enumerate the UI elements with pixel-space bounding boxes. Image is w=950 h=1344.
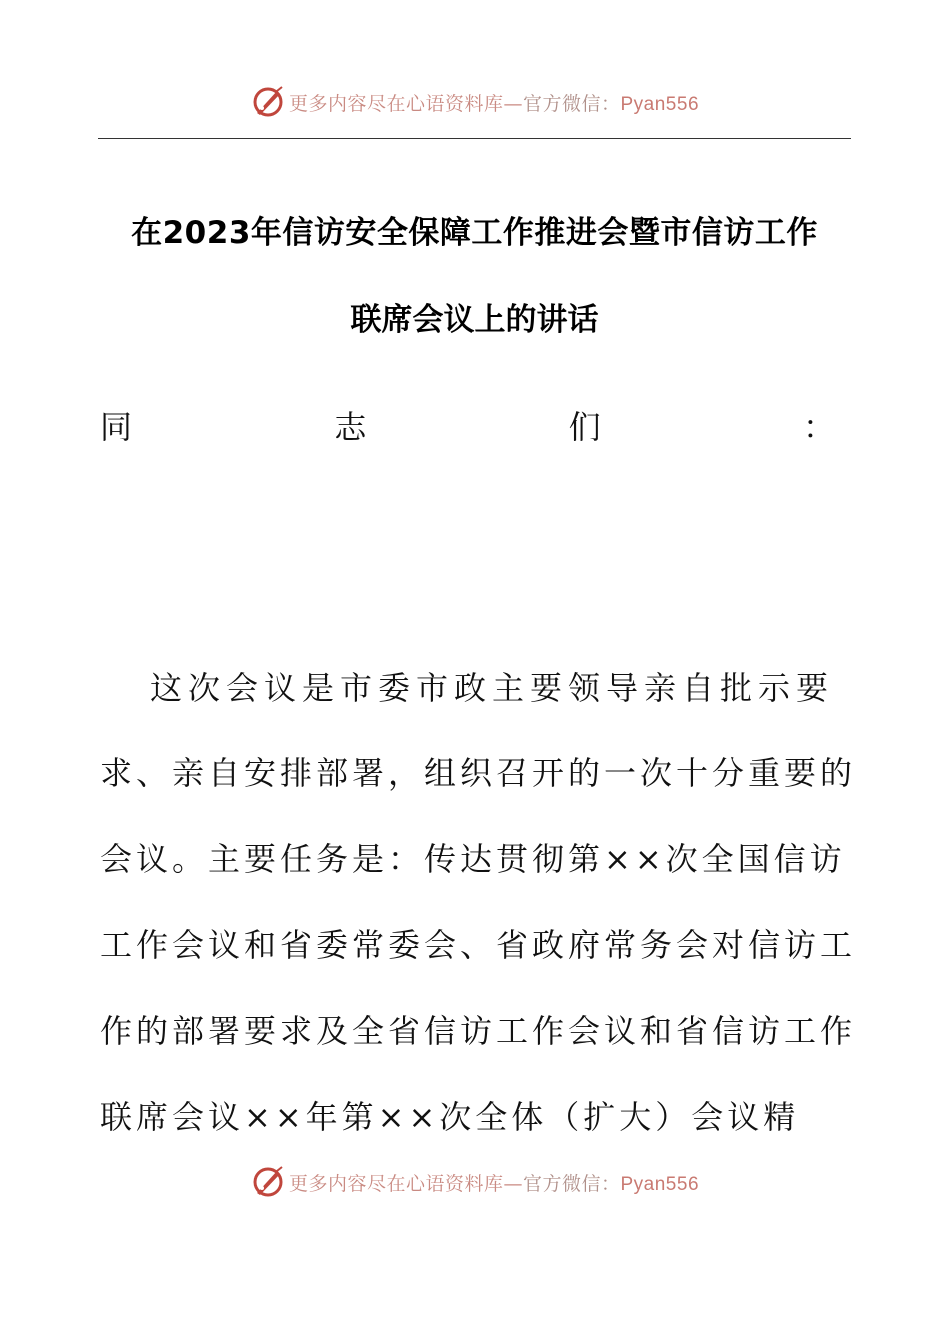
header-divider [98, 138, 851, 139]
salutation [100, 402, 835, 448]
paragraph-line: 工作会议和省委常委会、省政府常务会对信访工 [100, 926, 857, 964]
banner-text: 更多内容尽在心语资料库—官方微信：Pyan556 [288, 92, 700, 115]
document-title-line-1: 在2023年信访安全保障工作推进会暨市信访工作 [131, 215, 818, 251]
wechat-id: Pyan556 [620, 1173, 700, 1195]
paragraph-line: 作的部署要求及全省信访工作会议和省信访工作 [100, 1012, 857, 1050]
paragraph-line: 这次会议是市委市政主要领导亲自批示要 [150, 669, 835, 707]
footer-banner [0, 1162, 950, 1202]
salutation-char: 们 [568, 408, 601, 446]
paragraph-line: 求、亲自安排部署，组织召开的一次十分重要的 [100, 754, 857, 792]
salutation-char: ： [802, 408, 835, 446]
banner-text: 更多内容尽在心语资料库—官方微信：Pyan556 [288, 1172, 700, 1195]
document-title-line-2: 联席会议上的讲话 [350, 302, 599, 338]
paragraph-line: 会议。主要任务是：传达贯彻第××次全国信访 [100, 840, 846, 878]
pen-logo-icon [251, 85, 285, 119]
salutation-char: 同 [100, 408, 133, 446]
paragraph-line: 联席会议××年第××次全体（扩大）会议精 [100, 1098, 800, 1136]
wechat-id: Pyan556 [620, 93, 700, 115]
pen-logo-icon [251, 1165, 285, 1199]
header-banner [0, 82, 950, 122]
salutation-char: 志 [334, 408, 367, 446]
